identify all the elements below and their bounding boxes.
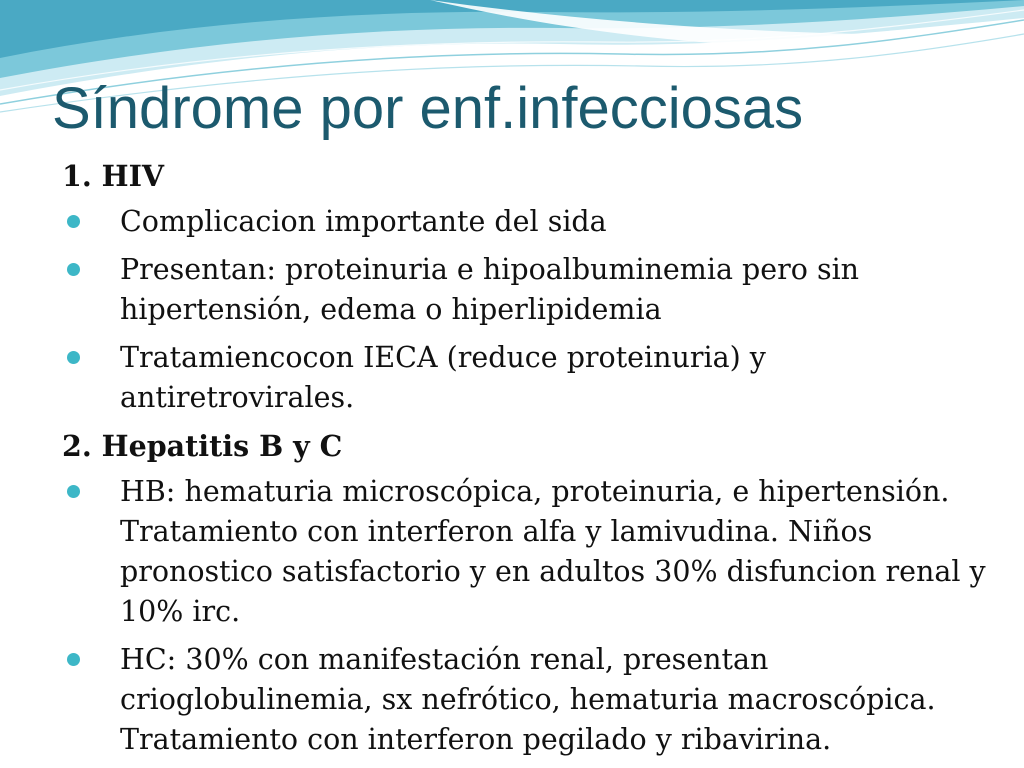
list-item [0, 202, 1024, 242]
list-item [0, 472, 1024, 632]
hepatitis-bullet-list [0, 472, 1024, 760]
bullet-dot-icon [67, 263, 80, 276]
bullet-dot-icon [67, 653, 80, 666]
section-heading-hiv: 1. HIV [62, 159, 165, 193]
hiv-bullet-list [0, 202, 1024, 418]
bullet-text: HB: hematuria microscópica, proteinuria, e hipertensión. Tratamiento con interferon alfa y lamivudina. Niños pronostico satisfactorio y en adultos 30% disfuncion renal y 10% irc. [120, 475, 986, 628]
bullet-dot-icon [67, 351, 80, 364]
bullet-dot-icon [67, 215, 80, 228]
slide-content [0, 156, 1024, 768]
bullet-dot-icon [67, 485, 80, 498]
bullet-text: Presentan: proteinuria e hipoalbuminemia pero sin hipertensión, edema o hiperlipidemia [120, 253, 860, 326]
section-heading-hepatitis: 2. Hepatitis B y C [62, 429, 343, 463]
slide-title: Síndrome por enf.infecciosas [52, 76, 804, 141]
bullet-text: Tratamiencocon IECA (reduce proteinuria) y antiretrovirales. [120, 341, 766, 414]
bullet-text: HC: 30% con manifestación renal, presentan crioglobulinemia, sx nefrótico, hematuria macroscópica. Tratamiento con interferon pegilado y ribavirina. [120, 643, 936, 756]
list-item [0, 250, 1024, 330]
bullet-text: Complicacion importante del sida [120, 205, 607, 238]
list-item [0, 640, 1024, 760]
list-item [0, 338, 1024, 418]
